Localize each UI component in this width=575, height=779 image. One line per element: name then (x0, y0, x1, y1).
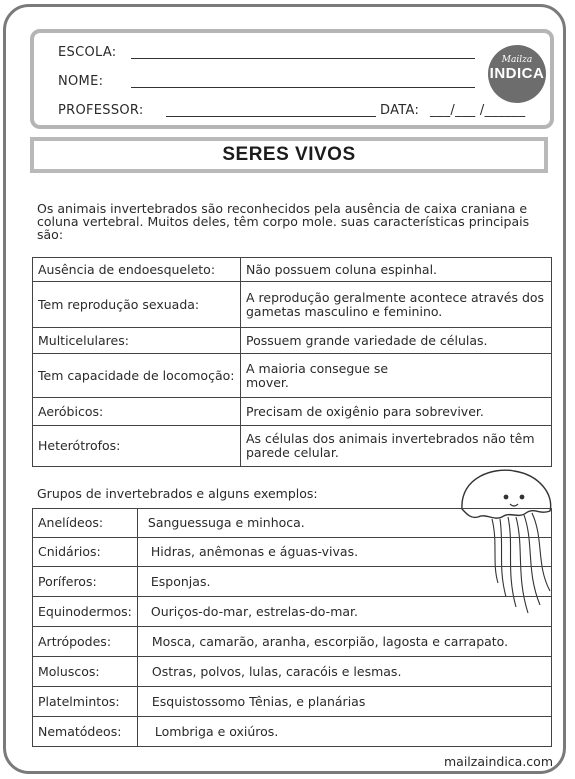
date-field[interactable]: ___/___ /______ (430, 103, 526, 118)
group-cell: Platelmintos: (33, 687, 138, 717)
group-cell: Anelídeos: (33, 509, 138, 538)
trait-cell: Aeróbicos: (33, 398, 241, 426)
examples-cell: Ouriços-do-mar, estrelas-do-mar. (137, 597, 551, 627)
table-row (33, 657, 552, 687)
trait-cell: Tem reprodução sexuada: (33, 282, 241, 328)
table-row (33, 597, 552, 627)
teacher-label: PROFESSOR: (58, 103, 144, 118)
logo-top-text: Mailza (501, 55, 533, 65)
group-cell: Poríferos: (33, 567, 138, 597)
desc-cell: Possuem grande variedade de células. (241, 328, 552, 354)
table-row (33, 538, 552, 567)
name-label: NOME: (58, 74, 104, 89)
groups-table (32, 508, 552, 747)
logo-bottom-text: INDICA (489, 65, 545, 82)
logo-badge (488, 45, 546, 103)
table-row (33, 717, 552, 747)
group-cell: Equinodermos: (33, 597, 138, 627)
table-row (33, 627, 552, 657)
trait-cell: Multicelulares: (33, 328, 241, 354)
group-cell: Cnidários: (33, 538, 138, 567)
group-cell: Artrópodes: (33, 627, 138, 657)
examples-cell: Hidras, anêmonas e águas-vivas. (137, 538, 551, 567)
table-row (33, 509, 552, 538)
table-row (33, 258, 552, 282)
table-row (33, 567, 552, 597)
trait-cell: Tem capacidade de locomoção: (33, 354, 241, 398)
examples-cell: Ostras, polvos, lulas, caracóis e lesmas. (137, 657, 551, 687)
trait-cell: Ausência de endoesqueleto: (33, 258, 241, 282)
header-panel (30, 29, 554, 129)
group-cell: Nematódeos: (33, 717, 138, 747)
name-field[interactable] (131, 87, 475, 88)
table-row (33, 354, 552, 398)
desc-cell: A maioria consegue se mover. (241, 354, 552, 398)
groups-heading: Grupos de invertebrados e alguns exemplos: (37, 486, 318, 501)
examples-cell: Sanguessuga e minhoca. (137, 509, 551, 538)
examples-cell: Lombriga e oxiúros. (137, 717, 551, 747)
school-field[interactable] (131, 58, 475, 59)
table-row (33, 398, 552, 426)
trait-cell: Heterótrofos: (33, 426, 241, 467)
table-row (33, 687, 552, 717)
examples-cell: Esponjas. (137, 567, 551, 597)
table-row (33, 328, 552, 354)
desc-cell: As células dos animais invertebrados não têm parede celular. (241, 426, 552, 467)
date-label: DATA: (380, 103, 420, 118)
characteristics-table (32, 257, 552, 467)
teacher-field[interactable] (166, 116, 376, 117)
school-label: ESCOLA: (58, 45, 117, 60)
footer-website: mailzaindica.com (443, 754, 553, 769)
desc-cell: A reprodução geralmente acontece através dos gametas masculino e feminino. (241, 282, 552, 328)
desc-cell: Precisam de oxigênio para sobreviver. (241, 398, 552, 426)
table-row (33, 282, 552, 328)
page-title: SERES VIVOS (30, 137, 548, 173)
table-row (33, 426, 552, 467)
group-cell: Moluscos: (33, 657, 138, 687)
desc-cell: Não possuem coluna espinhal. (241, 258, 552, 282)
intro-paragraph: Os animais invertebrados são reconhecidos pela ausência de caixa craniana e coluna vertebral. Muitos deles, têm corpo mole. suas características principais são: (37, 201, 530, 242)
examples-cell: Mosca, camarão, aranha, escorpião, lagosta e carrapato. (137, 627, 551, 657)
examples-cell: Esquistossomo Tênias, e planárias (137, 687, 551, 717)
